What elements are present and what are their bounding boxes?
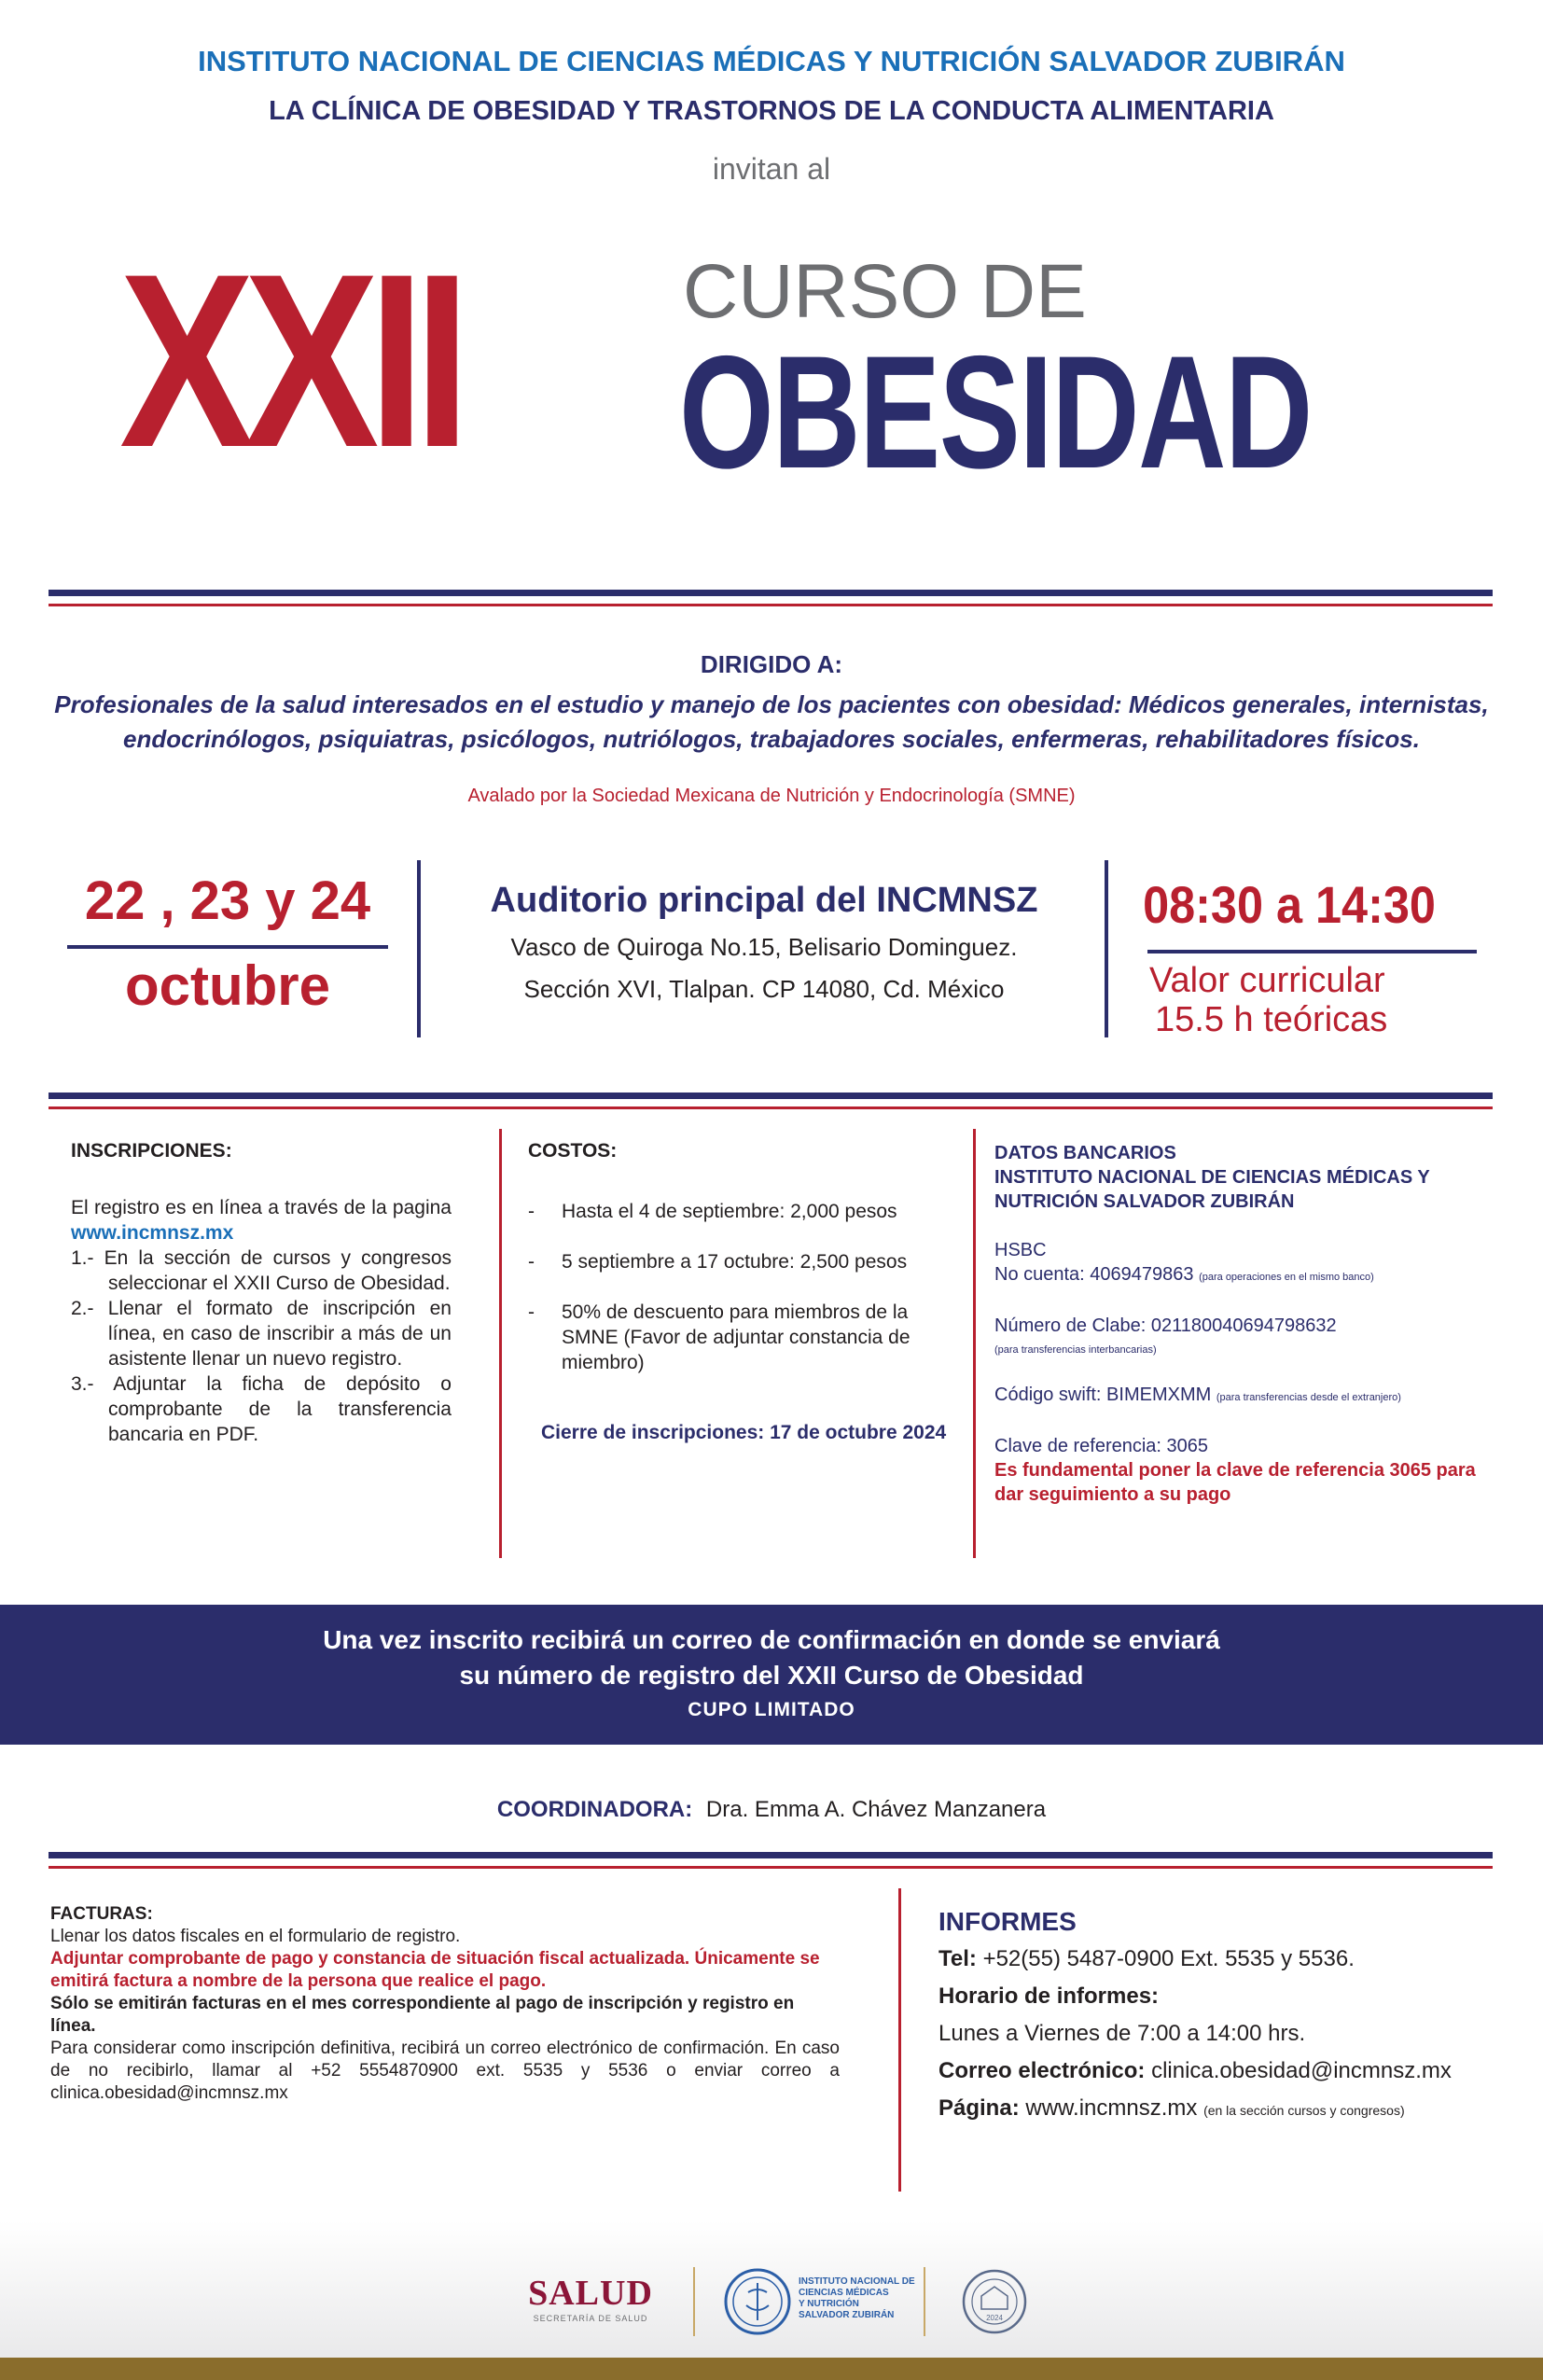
bank-heading: DATOS BANCARIOS	[994, 1143, 1176, 1163]
registration-step: 3.- Adjuntar la ficha de depósito o comprobante de la transferencia bancaria en PDF.	[71, 1373, 452, 1445]
endorsement: Avalado por la Sociedad Mexicana de Nutrición y Endocrinología (SMNE)	[467, 786, 1076, 806]
invoices-p2: Adjuntar comprobante de pago y constancia de situación fiscal actualizada. Únicamente se emitirá factura a nombre de la persona que realice el pago.	[50, 1949, 820, 1991]
bank-swift: Código swift: BIMEMXMM (para transferencias desde el extranjero)	[994, 1385, 1401, 1405]
info-tel: Tel: +52(55) 5487-0900 Ext. 5535 y 5536.	[938, 1946, 1355, 1971]
footer-separator	[898, 1888, 901, 2192]
invoices-p1: Llenar los datos fiscales en el formulario de registro.	[50, 1927, 461, 1946]
clinic-title: LA CLÍNICA DE OBESIDAD Y TRASTORNOS DE LA CONDUCTA ALIMENTARIA	[269, 96, 1274, 126]
info-heading: INFORMES	[938, 1907, 1077, 1936]
logo-separator-1	[693, 2267, 695, 2336]
registration-intro: El registro es en línea a través de la pagina www.incmnsz.mx	[71, 1197, 452, 1244]
cost-item: - 50% de descuento para miembros de la SMNE (Favor de adjuntar constancia de miembro)	[528, 1301, 911, 1373]
info-page: Página: www.incmnsz.mx (en la sección cursos y congresos)	[938, 2095, 1405, 2121]
event-separator-2	[1105, 860, 1108, 1037]
bank-holder: INSTITUTO NACIONAL DE CIENCIAS MÉDICAS Y NUTRICIÓN SALVADOR ZUBIRÁN	[994, 1167, 1430, 1212]
banner-line2: su número de registro del XXII Curso de Obesidad	[459, 1661, 1084, 1690]
cost-item: - Hasta el 4 de septiembre: 2,000 pesos	[528, 1201, 897, 1222]
coordinator-label: COORDINADORA:	[496, 1797, 693, 1822]
bank-clabe: Número de Clabe: 021180040694798632	[994, 1315, 1337, 1336]
anniversary-year: 2024	[986, 2314, 1003, 2322]
registration-deadline: Cierre de inscripciones: 17 de octubre 2024	[541, 1422, 947, 1443]
salud-subtitle: SECRETARÍA DE SALUD	[533, 2314, 648, 2323]
divider-2	[49, 1093, 1493, 1109]
bank-reference-note: Es fundamental poner la clave de referencia 3065 para dar seguimiento a su pago	[994, 1460, 1476, 1505]
dates-underline	[67, 945, 388, 949]
invoices-section	[50, 1903, 840, 2105]
incmnsz-seal-icon	[724, 2268, 791, 2335]
credit-line1: Valor curricular	[1149, 961, 1385, 1000]
bottom-gold-bar	[0, 2358, 1543, 2380]
invite-text: invitan al	[712, 152, 831, 186]
event-separator-1	[417, 860, 421, 1037]
bank-section	[994, 1141, 1498, 1507]
costs-heading: COSTOS:	[528, 1140, 618, 1162]
roman-numeral: XXII	[119, 223, 460, 499]
incmnsz-logo-text: INSTITUTO NACIONAL DE CIENCIAS MÉDICAS Y NUTRICIÓN SALVADOR ZUBIRÁN	[799, 2276, 915, 2320]
bank-reference: Clave de referencia: 3065	[994, 1436, 1209, 1456]
salud-logo	[511, 2273, 670, 2323]
venue-address-2: Sección XVI, Tlalpan. CP 14080, Cd. México	[523, 975, 1005, 1003]
registration-url[interactable]: www.incmnsz.mx	[71, 1222, 234, 1244]
event-time: 08:30 a 14:30	[1143, 875, 1436, 934]
venue-name: Auditorio principal del INCMNSZ	[490, 881, 1038, 920]
banner-line3: CUPO LIMITADO	[688, 1699, 855, 1720]
invoices-p3: Sólo se emitirán facturas en el mes correspondiente al pago de inscripción y registro en línea.	[50, 1994, 795, 2036]
salud-wordmark: SALUD	[528, 2274, 653, 2313]
invoices-heading: FACTURAS:	[50, 1904, 153, 1924]
coordinator-name: Dra. Emma A. Chávez Manzanera	[705, 1797, 1047, 1822]
event-month: octubre	[124, 954, 331, 1017]
venue-address-1: Vasco de Quiroga No.15, Belisario Dominguez.	[510, 933, 1018, 961]
confirmation-banner	[0, 1605, 1543, 1745]
audience-heading: DIRIGIDO A:	[700, 650, 843, 678]
info-hours: Lunes a Viernes de 7:00 a 14:00 hrs.	[938, 2021, 1306, 2046]
registration-section	[71, 1138, 452, 1447]
cost-item: - 5 septiembre a 17 octubre: 2,500 pesos	[528, 1251, 908, 1273]
bank-name: HSBC	[994, 1240, 1047, 1260]
institute-title: INSTITUTO NACIONAL DE CIENCIAS MÉDICAS Y NUTRICIÓN SALVADOR ZUBIRÁN	[198, 45, 1345, 77]
anniversary-seal-icon	[961, 2268, 1028, 2335]
title-line2: OBESIDAD	[679, 323, 1312, 502]
bank-clabe-note: (para transferencias interbancarias)	[994, 1344, 1157, 1356]
title-line1: CURSO DE	[683, 249, 1087, 334]
event-dates: 22 , 23 y 24	[84, 870, 371, 931]
logo-separator-2	[924, 2267, 925, 2336]
coordinator	[0, 1797, 1543, 1823]
column-separator-1	[499, 1129, 502, 1558]
info-hours-label: Horario de informes:	[938, 1983, 1160, 2009]
registration-step: 2.- Llenar el formato de inscripción en línea, en caso de inscribir a más de un asistente llenar un nuevo registro.	[71, 1298, 452, 1370]
registration-heading: INSCRIPCIONES:	[71, 1140, 232, 1162]
divider-1	[49, 590, 1493, 606]
info-section	[938, 1903, 1508, 2129]
registration-step: 1.- En la sección de cursos y congresos seleccionar el XXII Curso de Obesidad.	[71, 1247, 452, 1294]
audience-text-1: Profesionales de la salud interesados en el estudio y manejo de los pacientes con obesidad: Médicos generales, internistas,	[54, 690, 1489, 718]
bank-account: No cuenta: 4069479863 (para operaciones en el mismo banco)	[994, 1264, 1374, 1285]
costs-section	[528, 1138, 948, 1445]
invoices-p4: Para considerar como inscripción definitiva, recibirá un correo electrónico de confirmación. En caso de no recibirlo, llamar al +52 5554870900 ext. 5535 y 5536 o enviar correo a clinica.obesidad@incmnsz.mx	[50, 2039, 840, 2103]
credit-line2: 15.5 h teóricas	[1155, 1000, 1388, 1039]
banner-line1: Una vez inscrito recibirá un correo de confirmación en donde se enviará	[323, 1625, 1220, 1654]
column-separator-2	[973, 1129, 976, 1558]
divider-3	[49, 1852, 1493, 1869]
time-underline	[1147, 950, 1477, 953]
info-email: Correo electrónico: clinica.obesidad@incmnsz.mx	[938, 2058, 1452, 2083]
audience-text-2: endocrinólogos, psiquiatras, psicólogos, nutriólogos, trabajadores sociales, enfermeras, rehabilitadores físicos.	[123, 725, 1420, 753]
